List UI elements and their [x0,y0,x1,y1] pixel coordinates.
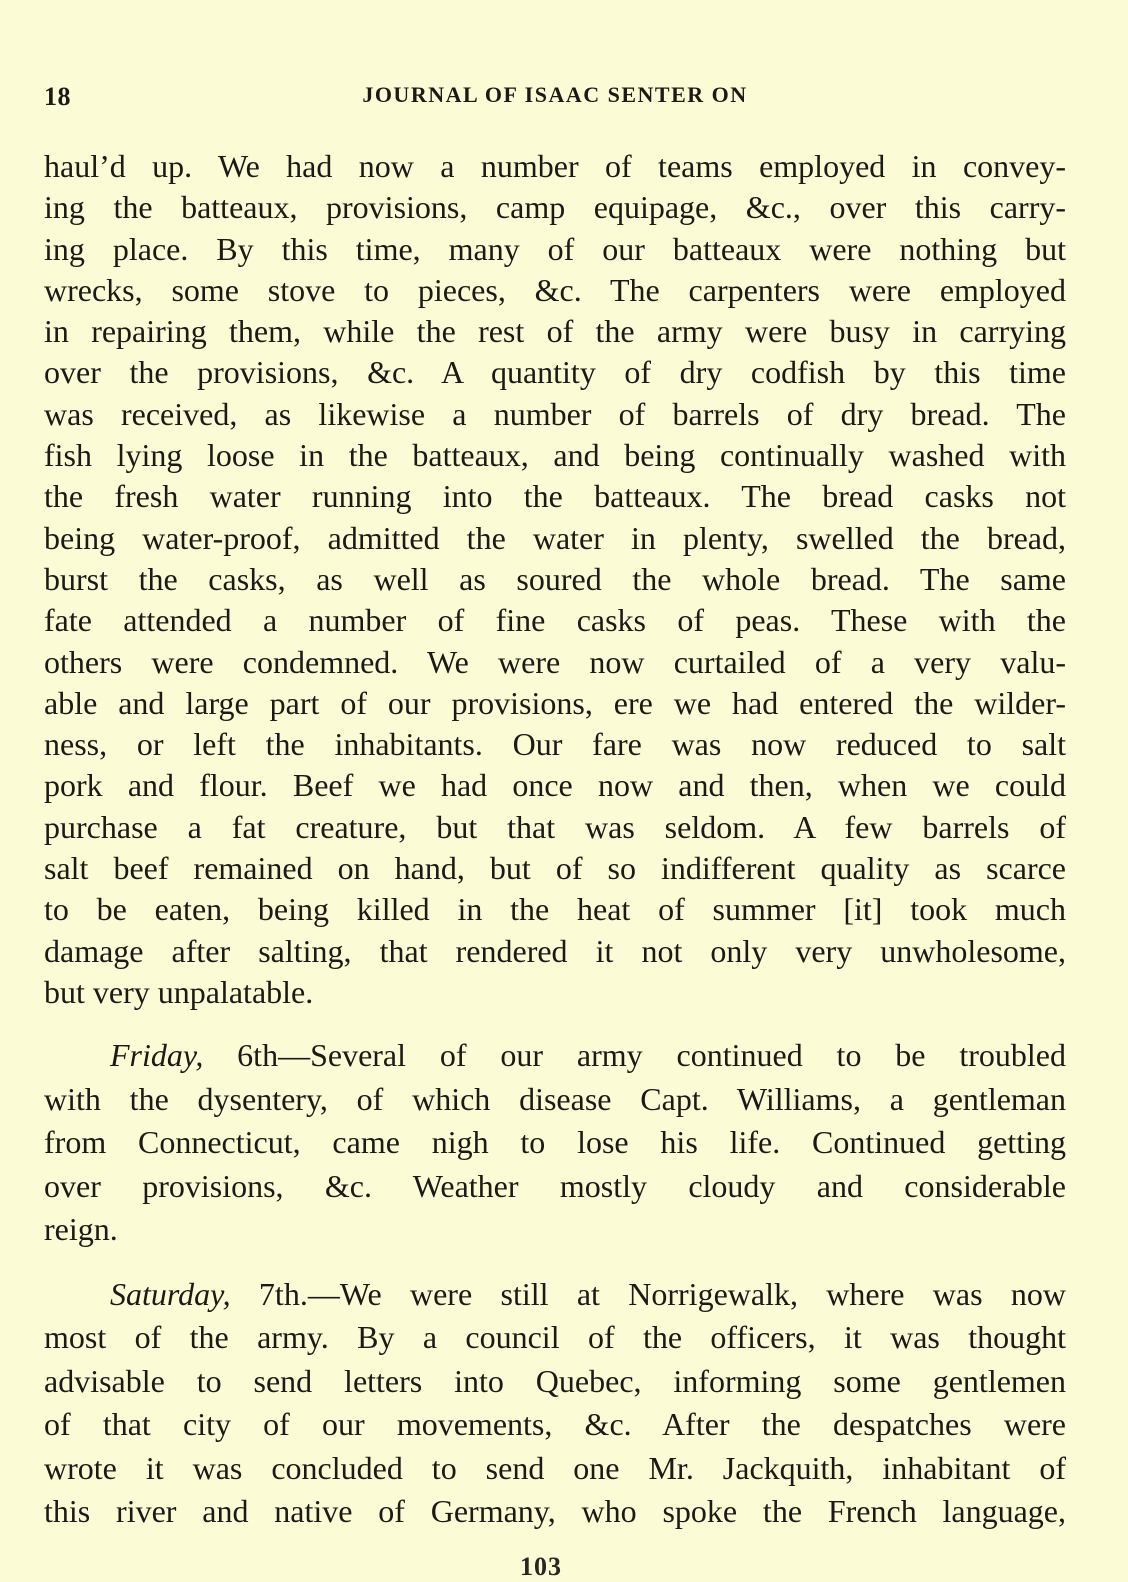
entry-day: Friday, [110,1037,204,1074]
text-line: advisable to send letters into Quebec, informing some gentlemen [44,1362,1066,1399]
running-head: JOURNAL OF ISAAC SENTER ON [362,82,748,107]
text-line: in repairing them, while the rest of the army were busy in carrying [44,313,1066,350]
footer-page-mark: 103 [520,1552,562,1581]
text-line: salt beef remained on hand, but of so indifferent quality as scarce [44,850,1066,887]
page-number: 18 [44,82,71,111]
entry-first-line [44,1034,1066,1078]
page-header [44,82,1066,114]
text-line: burst the casks, as well as soured the whole bread. The same [44,560,1066,597]
text-line: over provisions, &c. Weather mostly cloudy and considerable [44,1167,1066,1204]
text-line: but very unpalatable. [44,973,314,1010]
text-line: purchase a fat creature, but that was seldom. A few barrels of [44,808,1066,845]
entry-day: Saturday, [110,1275,231,1312]
text-line: ing the batteaux, provisions, camp equipage, &c., over this carry- [44,189,1066,226]
text-line: from Connecticut, came nigh to lose his life. Continued getting [44,1124,1066,1161]
text-line: the fresh water running into the batteaux. The bread casks not [44,478,1066,515]
text-line: haul’d up. We had now a number of teams employed in convey- [44,148,1066,184]
entry-first-line-text: 7th.—We were still at Norrigewalk, where was now [230,1275,1066,1312]
text-line: able and large part of our provisions, ere we had entered the wilder- [44,684,1066,721]
text-line: of that city of our movements, &c. After the despatches were [44,1406,1066,1443]
text-line: with the dysentery, of which disease Capt. Williams, a gentleman [44,1080,1066,1117]
text-line: reign. [44,1211,118,1248]
text-line: fate attended a number of fine casks of peas. These with the [44,602,1066,639]
text-line: wrote it was concluded to send one Mr. Jackquith, inhabitant of [44,1449,1066,1486]
entry-first-line [44,1273,1066,1317]
text-line: damage after salting, that rendered it not only very unwholesome, [44,932,1066,969]
text-line: over the provisions, &c. A quantity of dry codfish by this time [44,354,1066,391]
text-line: to be eaten, being killed in the heat of summer [it] took much [44,891,1066,928]
text-line: ness, or left the inhabitants. Our fare was now reduced to salt [44,726,1066,763]
paragraph-carrying-place [44,146,1066,1013]
body-text [44,146,1066,1534]
text-line: wrecks, some stove to pieces, &c. The carpenters were employed [44,271,1066,308]
entry-first-line-text: 6th—Several of our army continued to be troubled [203,1037,1066,1074]
text-line: ing place. By this time, many of our batteaux were nothing but [44,230,1066,267]
entry-saturday-7th [44,1273,1066,1534]
text-line: was received, as likewise a number of barrels of dry bread. The [44,395,1066,432]
text-line: most of the army. By a council of the officers, it was thought [44,1319,1066,1356]
text-line: being water-proof, admitted the water in plenty, swelled the bread, [44,519,1066,556]
text-line: pork and flour. Beef we had once now and then, when we could [44,767,1066,804]
text-line: others were condemned. We were now curtailed of a very valu- [44,643,1066,680]
entry-friday-6th [44,1034,1066,1252]
text-line: this river and native of Germany, who spoke the French language, [44,1493,1066,1530]
text-line: fish lying loose in the batteaux, and being continually washed with [44,437,1066,474]
